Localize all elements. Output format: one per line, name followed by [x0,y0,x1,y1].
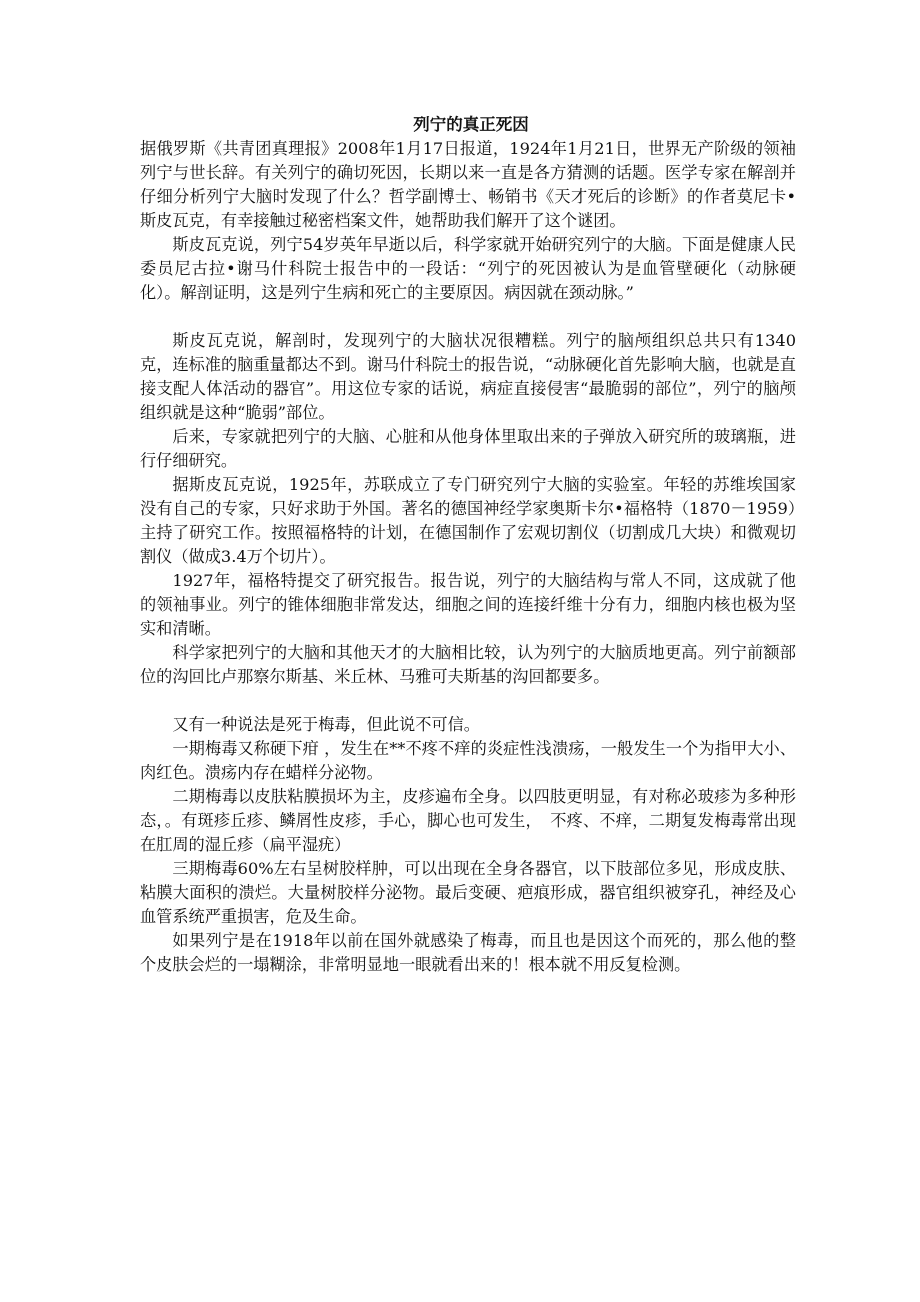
paragraph-autopsy: 斯皮瓦克说，解剖时，发现列宁的大脑状况很糟糕。列宁的脑颅组织总共只有1340克，连标准的脑重量都达不到。谢马什科院士的报告说，“动脉硬化首先影响大脑，也就是直接支配人体活动的器官”。用这位专家的话说，病症直接侵害“最脆弱的部位”，列宁的脑颅组织就是这种“脆弱”部位。 [140,331,796,422]
paragraph-report-1927: 1927年，福格特提交了研究报告。报告说，列宁的大脑结构与常人不同，这成就了他的领袖事业。列宁的锥体细胞非常发达，细胞之间的连接纤维十分有力，细胞内核也极为坚实和清晰。 [140,571,796,638]
document-title: 列宁的真正死因 [413,115,529,134]
paragraph-stage-three: 三期梅毒60%左右呈树胶样肿，可以出现在全身各器官，以下肢部位多见，形成皮肤、粘膜大面积的溃烂。大量树胶样分泌物。最后变硬、疤痕形成，器官组织被穿孔，神经及心血管系统严重损害，危及生命。 [140,859,796,926]
paragraph-laboratory: 据斯皮瓦克说，1925年，苏联成立了专门研究列宁大脑的实验室。年轻的苏维埃国家没有自己的专家，只好求助于外国。著名的德国神经学家奥斯卡尔•福格特（1870－1959）主持了研究工作。按照福格特的计划，在德国制作了宏观切割仪（切割成几大块）和微观切割仪（做成3.4万个切片）。 [140,475,796,566]
paragraph-intro: 据俄罗斯《共青团真理报》2008年1月17日报道，1924年1月21日，世界无产阶级的领袖列宁与世长辞。有关列宁的确切死因，长期以来一直是各方猜测的话题。医学专家在解剖并仔细分析列宁大脑时发现了什么？哲学副博士、畅销书《天才死后的诊断》的作者莫尼卡•斯皮瓦克，有幸接触过秘密档案文件，她帮助我们解开了这个谜团。 [140,139,796,230]
paragraph-cause-of-death: 斯皮瓦克说，列宁54岁英年早逝以后，科学家就开始研究列宁的大脑。下面是健康人民委员尼古拉•谢马什科院士报告中的一段话：“列宁的死因被认为是血管壁硬化（动脉硬化）。解剖证明，这是列宁生病和死亡的主要原因。病因就在颈动脉。” [140,235,796,302]
paragraph-stage-two: 二期梅毒以皮肤粘膜损坏为主，皮疹遍布全身。以四肢更明显，有对称必玻疹为多种形态，。有斑疹丘疹、鳞屑性皮疹，手心，脚心也可发生， 不疼、不痒，二期复发梅毒常出现在肛周的湿丘疹（扁平湿疣） [140,787,796,854]
paragraph-stage-one: 一期梅毒又称硬下疳 ，发生在**不疼不痒的炎症性浅溃疡，一般发生一个为指甲大小、肉红色。溃疡内存在蜡样分泌物。 [140,739,796,782]
paragraph-specimens: 后来，专家就把列宁的大脑、心脏和从他身体里取出来的子弹放入研究所的玻璃瓶，进行仔细研究。 [140,427,796,470]
document-page [140,112,796,977]
paragraph-conclusion: 如果列宁是在1918年以前在国外就感染了梅毒，而且也是因这个而死的，那么他的整个皮肤会烂的一塌糊涂，非常明显地一眼就看出来的！根本就不用反复检测。 [140,931,796,974]
paragraph-syphilis-claim: 又有一种说法是死于梅毒，但此说不可信。 [172,715,480,734]
paragraph-comparison: 科学家把列宁的大脑和其他天才的大脑相比较，认为列宁的大脑质地更高。列宁前额部位的沟回比卢那察尔斯基、米丘林、马雅可夫斯基的沟回都要多。 [140,643,796,686]
